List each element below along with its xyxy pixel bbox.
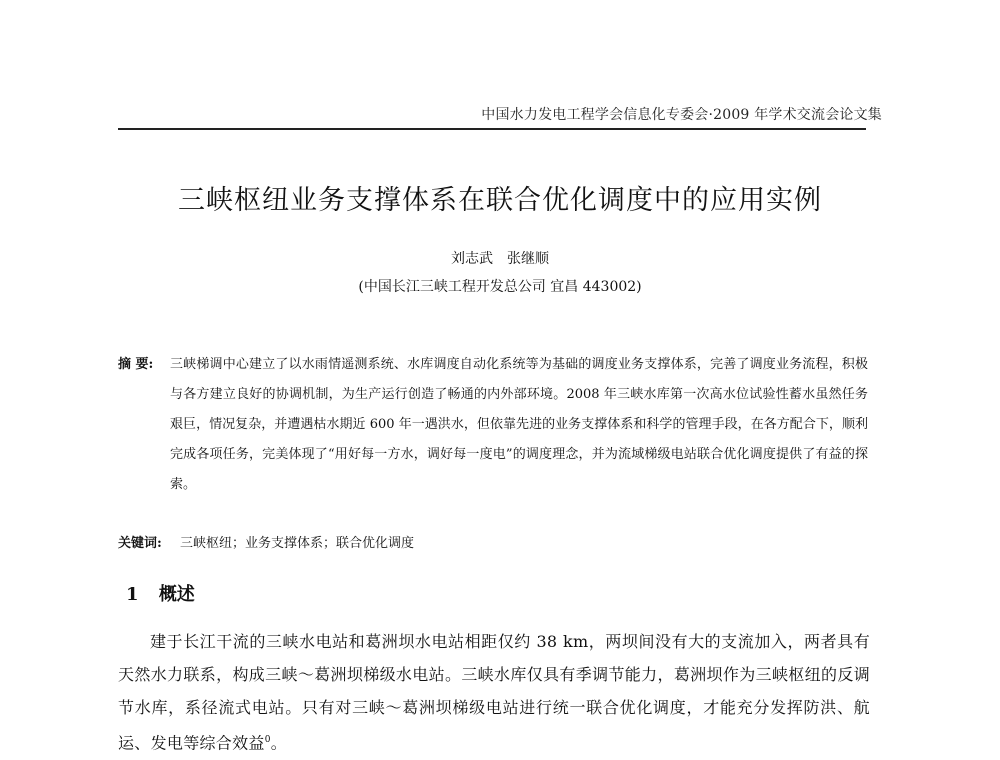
section-title: 概述 [158, 584, 195, 605]
abstract [118, 350, 868, 500]
paragraph-end: 。 [270, 733, 288, 753]
paper-title: 三峡枢纽业务支撑体系在联合优化调度中的应用实例 [178, 185, 822, 216]
abstract-body: 三峡梯调中心建立了以水雨情遥测系统、水库调度自动化系统等为基础的调度业务支撑体系，完善了调度业务流程，积极与各方建立良好的协调机制，为生产运行创造了畅通的内外部环境。2008 年三峡水库第一次高水位试验性蓄水虽然任务艰巨，情况复杂，并遭遇枯水期近 600 年一遇洪水，但依靠先进的业务支撑体系和科学的管理手段，在各方配合下，顺利完成各项任务，完美体现了“用好每一方水，调好每一度电”的调度理念，并为流域梯级电站联合优化调度提供了有益的探索。 [170, 357, 868, 492]
section-number: 1 [126, 584, 139, 605]
authors: 刘志武 张继顺 [451, 251, 549, 267]
abstract-label: 摘 要: [118, 357, 154, 372]
footnote-mark: 0 [264, 735, 271, 745]
header-rule [118, 128, 866, 130]
section-heading [126, 580, 195, 606]
affiliation: (中国长江三峡工程开发总公司 宜昌 443002) [358, 279, 642, 295]
paragraph-text: 建于长江干流的三峡水电站和葛洲坝水电站相距仅约 38 km，两坝间没有大的支流加入，两者具有天然水力联系，构成三峡～葛洲坝梯级水电站。三峡水库仅具有季调节能力，葛洲坝作为三峡枢纽的反调节水库，系径流式电站。只有对三峡～葛洲坝梯级电站进行统一联合优化调度，才能充分发挥防洪、航运、发电等综合效益 [118, 632, 870, 753]
keywords-label: 关键词: [118, 536, 162, 551]
running-header: 中国水力发电工程学会信息化专委会·2009 年学术交流会论文集 [481, 107, 882, 123]
keywords-text: 三峡枢纽；业务支撑体系；联合优化调度 [179, 536, 414, 551]
keywords [118, 532, 868, 551]
body-paragraph [118, 625, 870, 759]
